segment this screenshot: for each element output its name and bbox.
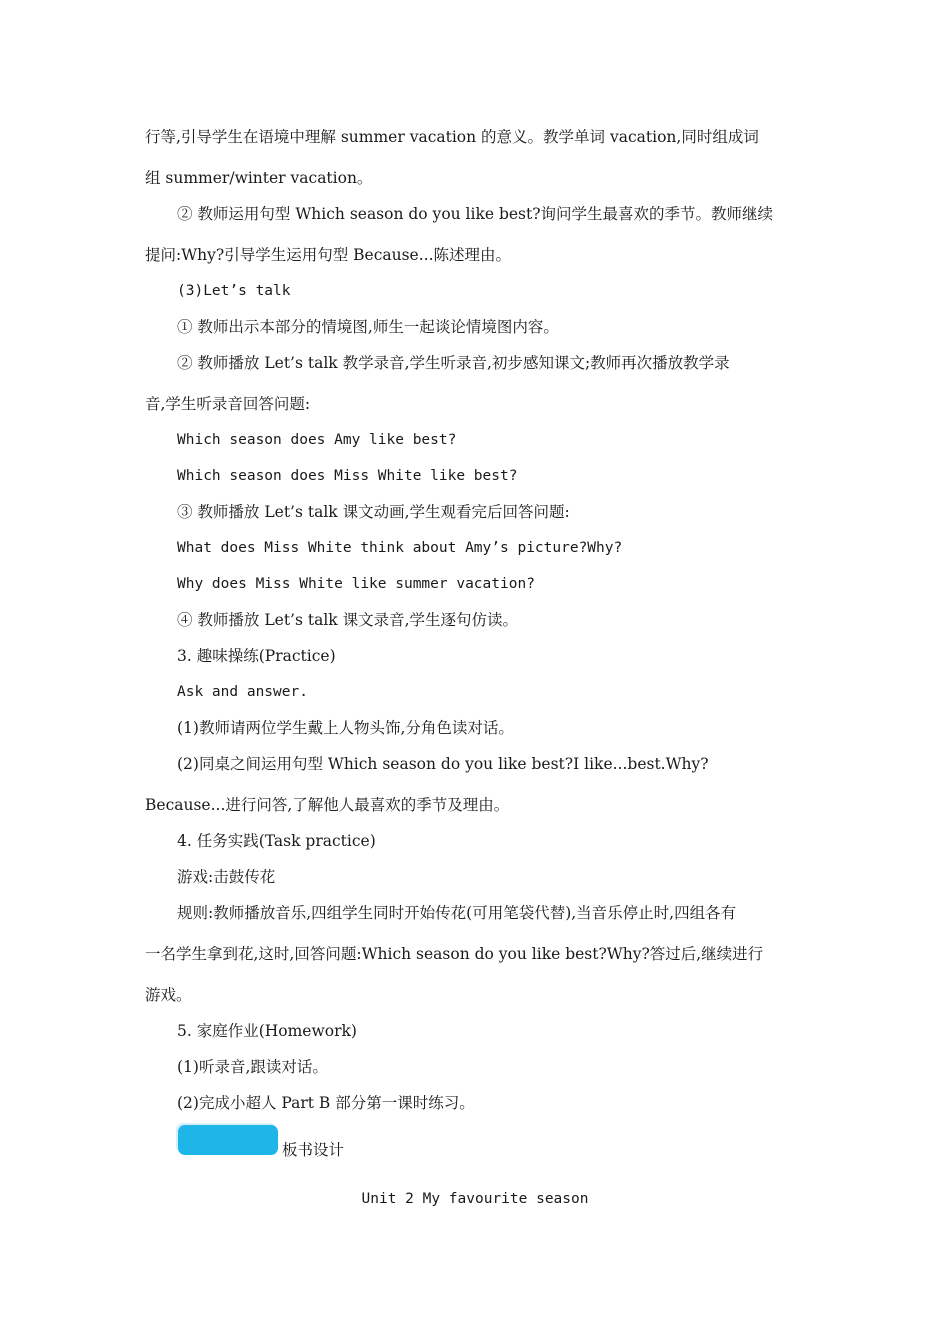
paragraph-line: ③ 教师播放 Let’s talk 课文动画,学生观看完后回答问题: (177, 503, 570, 521)
subsection-heading: (3)Let’s talk (177, 283, 291, 299)
section-badge (178, 1125, 278, 1155)
paragraph-line: ① 教师出示本部分的情境图,师生一起谈论情境图内容。 (177, 318, 559, 336)
paragraph-line: 规则:教师播放音乐,四组学生同时开始传花(可用笔袋代替),当音乐停止时,四组各有 (177, 904, 737, 922)
paragraph-line: 一名学生拿到花,这时,回答问题:Which season do you like best?Why?答过后,继续进行 (145, 945, 764, 963)
paragraph-line: ② 教师播放 Let’s talk 教学录音,学生听录音,初步感知课文;教师再次播放教学录 (177, 354, 730, 372)
board-title: Unit 2 My favourite season (361, 1191, 589, 1207)
section-heading-label: 板书设计 (282, 1141, 345, 1159)
section-heading: 3. 趣味操练(Practice) (177, 647, 336, 665)
paragraph-line: ④ 教师播放 Let’s talk 课文录音,学生逐句仿读。 (177, 611, 519, 629)
paragraph-line: 音,学生听录音回答问题: (145, 395, 311, 413)
paragraph-line: (2)同桌之间运用句型 Which season do you like best?I like...best.Why? (177, 755, 709, 773)
paragraph-line: ② 教师运用句型 Which season do you like best?询问学生最喜欢的季节。教师继续 (177, 205, 774, 223)
paragraph-line: (1)教师请两位学生戴上人物头饰,分角色读对话。 (177, 719, 514, 737)
question-line: What does Miss White think about Amy’s picture?Why? (177, 540, 623, 556)
paragraph-line: (1)听录音,跟读对话。 (177, 1058, 328, 1076)
paragraph-line: (2)完成小超人 Part B 部分第一课时练习。 (177, 1094, 475, 1112)
paragraph-line: Ask and answer. (177, 684, 308, 700)
section-heading: 5. 家庭作业(Homework) (177, 1022, 357, 1040)
paragraph-line: 游戏。 (145, 986, 192, 1004)
question-line: Which season does Amy like best? (177, 432, 457, 448)
question-line: Why does Miss White like summer vacation? (177, 576, 535, 592)
question-line: Which season does Miss White like best? (177, 468, 518, 484)
paragraph-line: 组 summer/winter vacation。 (145, 169, 373, 187)
paragraph-line: Because...进行问答,了解他人最喜欢的季节及理由。 (145, 796, 510, 814)
paragraph-line: 提问:Why?引导学生运用句型 Because...陈述理由。 (145, 246, 512, 264)
paragraph-line: 行等,引导学生在语境中理解 summer vacation 的意义。教学单词 vacation,同时组成词 (145, 128, 759, 146)
section-heading: 4. 任务实践(Task practice) (177, 832, 376, 850)
paragraph-line: 游戏:击鼓传花 (177, 868, 276, 886)
